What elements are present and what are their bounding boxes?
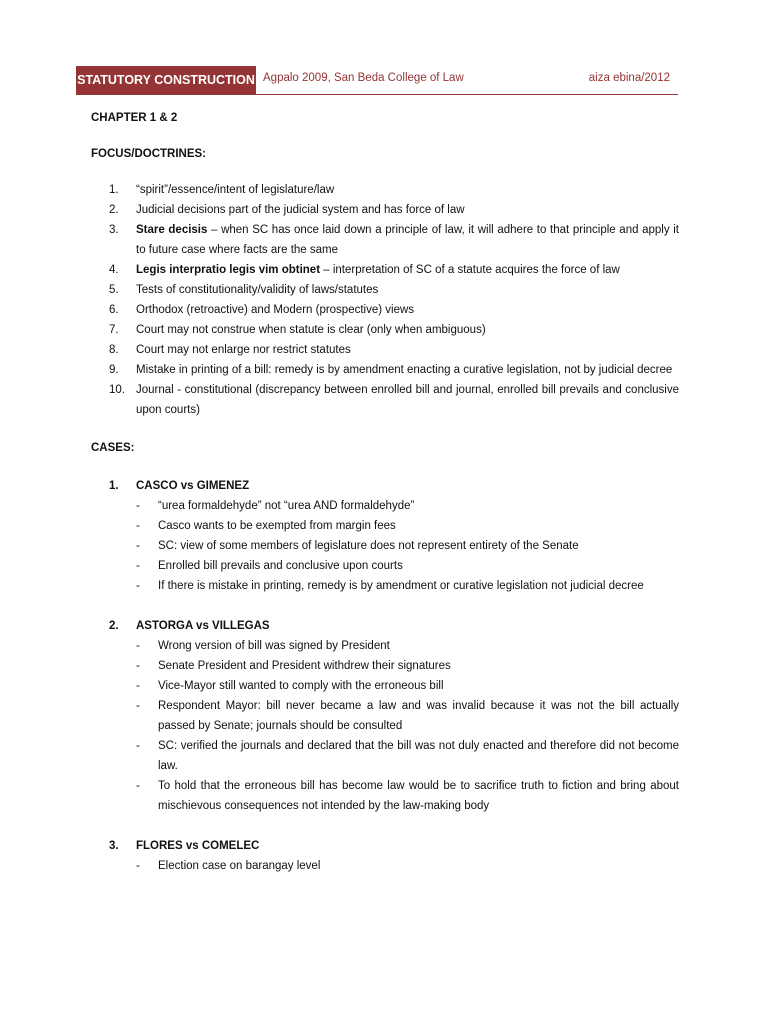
case-point-text: Casco wants to be exempted from margin fees	[158, 520, 396, 532]
case-number: 1.	[109, 480, 119, 492]
cases-list	[91, 476, 679, 876]
case-points	[91, 496, 679, 596]
case-point	[91, 516, 679, 536]
case-block	[91, 616, 679, 816]
bullet-dash: -	[136, 780, 140, 792]
doctrine-item	[91, 200, 679, 220]
doctrine-text: – interpretation of SC of a statute acquires the force of law	[320, 264, 620, 276]
doctrine-text: “spirit”/essence/intent of legislature/law	[136, 184, 335, 196]
header-author: aiza ebina/2012	[588, 72, 670, 84]
case-point	[91, 856, 679, 876]
case-block	[91, 476, 679, 596]
bullet-dash: -	[136, 860, 140, 872]
case-point-text: Vice-Mayor still wanted to comply with the erroneous bill	[158, 680, 444, 692]
doctrine-text: Tests of constitutionality/validity of laws/statutes	[136, 284, 379, 296]
case-point	[91, 636, 679, 656]
cases-heading: CASES:	[91, 442, 135, 454]
doctrine-text: Journal - constitutional (discrepancy between enrolled bill and journal, enrolled bill prevails and conclusive upon courts)	[136, 384, 679, 416]
case-name: ASTORGA vs VILLEGAS	[136, 620, 270, 632]
case-point-text: To hold that the erroneous bill has become law would be to sacrifice truth to fiction and bring about mischievous consequences not intended by the law-making body	[158, 780, 679, 812]
doctrine-item	[91, 340, 679, 360]
doctrine-item	[91, 320, 679, 340]
doctrine-number: 3.	[109, 224, 119, 236]
doctrines-list	[91, 180, 679, 420]
bullet-dash: -	[136, 520, 140, 532]
case-point-text: Senate President and President withdrew their signatures	[158, 660, 451, 672]
case-title	[91, 476, 679, 496]
bullet-dash: -	[136, 560, 140, 572]
bullet-dash: -	[136, 640, 140, 652]
case-point	[91, 736, 679, 776]
bullet-dash: -	[136, 500, 140, 512]
case-point	[91, 676, 679, 696]
doctrine-term: Stare decisis	[136, 224, 208, 236]
doctrine-item	[91, 360, 679, 380]
doctrine-text: Orthodox (retroactive) and Modern (prospective) views	[136, 304, 415, 316]
doctrine-number: 10.	[109, 384, 125, 396]
doctrine-text: – when SC has once laid down a principle of law, it will adhere to that principle and apply it to future case where facts are the same	[136, 224, 679, 256]
case-point-text: If there is mistake in printing, remedy is by amendment or curative legislation not judicial decree	[158, 580, 644, 592]
doctrine-text: Judicial decisions part of the judicial system and has force of law	[136, 204, 465, 216]
case-point	[91, 656, 679, 676]
case-point	[91, 496, 679, 516]
bullet-dash: -	[136, 740, 140, 752]
bullet-dash: -	[136, 680, 140, 692]
case-point-text: SC: view of some members of legislature does not represent entirety of the Senate	[158, 540, 579, 552]
doctrine-number: 8.	[109, 344, 119, 356]
chapter-heading: CHAPTER 1 & 2	[91, 112, 178, 124]
focus-heading: FOCUS/DOCTRINES:	[91, 148, 206, 160]
doctrine-number: 4.	[109, 264, 119, 276]
case-name: FLORES vs COMELEC	[136, 840, 260, 852]
case-point-text: Wrong version of bill was signed by President	[158, 640, 390, 652]
document-body	[91, 108, 679, 876]
doctrine-text: Mistake in printing of a bill: remedy is by amendment enacting a curative legislation, not by judicial decree	[136, 364, 673, 376]
case-title	[91, 616, 679, 636]
doctrine-text: Court may not enlarge nor restrict statutes	[136, 344, 351, 356]
doctrine-text: Court may not construe when statute is clear (only when ambiguous)	[136, 324, 486, 336]
case-point-text: Election case on barangay level	[158, 860, 321, 872]
doctrine-item	[91, 380, 679, 420]
header-title: STATUTORY CONSTRUCTION	[76, 66, 256, 94]
case-points	[91, 856, 679, 876]
doctrine-number: 2.	[109, 204, 119, 216]
case-name: CASCO vs GIMENEZ	[136, 480, 250, 492]
case-point	[91, 776, 679, 816]
doctrine-number: 1.	[109, 184, 119, 196]
case-point-text: SC: verified the journals and declared that the bill was not duly enacted and therefore did not become law.	[158, 740, 679, 772]
doctrine-item	[91, 180, 679, 200]
bullet-dash: -	[136, 540, 140, 552]
case-number: 3.	[109, 840, 119, 852]
case-block	[91, 836, 679, 876]
doctrine-item	[91, 280, 679, 300]
doctrine-item	[91, 220, 679, 260]
case-points	[91, 636, 679, 816]
doctrine-item	[91, 260, 679, 280]
doctrine-number: 7.	[109, 324, 119, 336]
case-point-text: Enrolled bill prevails and conclusive upon courts	[158, 560, 403, 572]
doctrine-term: Legis interpratio legis vim obtinet	[136, 264, 321, 276]
case-number: 2.	[109, 620, 119, 632]
case-point-text: “urea formaldehyde” not “urea AND formaldehyde”	[158, 500, 415, 512]
doctrine-number: 5.	[109, 284, 119, 296]
page-header	[76, 66, 678, 94]
bullet-dash: -	[136, 580, 140, 592]
case-point	[91, 696, 679, 736]
header-source: Agpalo 2009, San Beda College of Law	[263, 72, 464, 84]
header-divider	[76, 94, 678, 95]
case-point	[91, 556, 679, 576]
case-title	[91, 836, 679, 856]
doctrine-number: 9.	[109, 364, 119, 376]
bullet-dash: -	[136, 660, 140, 672]
case-point	[91, 536, 679, 556]
case-point	[91, 576, 679, 596]
case-point-text: Respondent Mayor: bill never became a law and was invalid because it was not the bill actually passed by Senate; journals should be consulted	[158, 700, 679, 732]
bullet-dash: -	[136, 700, 140, 712]
doctrine-item	[91, 300, 679, 320]
doctrine-number: 6.	[109, 304, 119, 316]
